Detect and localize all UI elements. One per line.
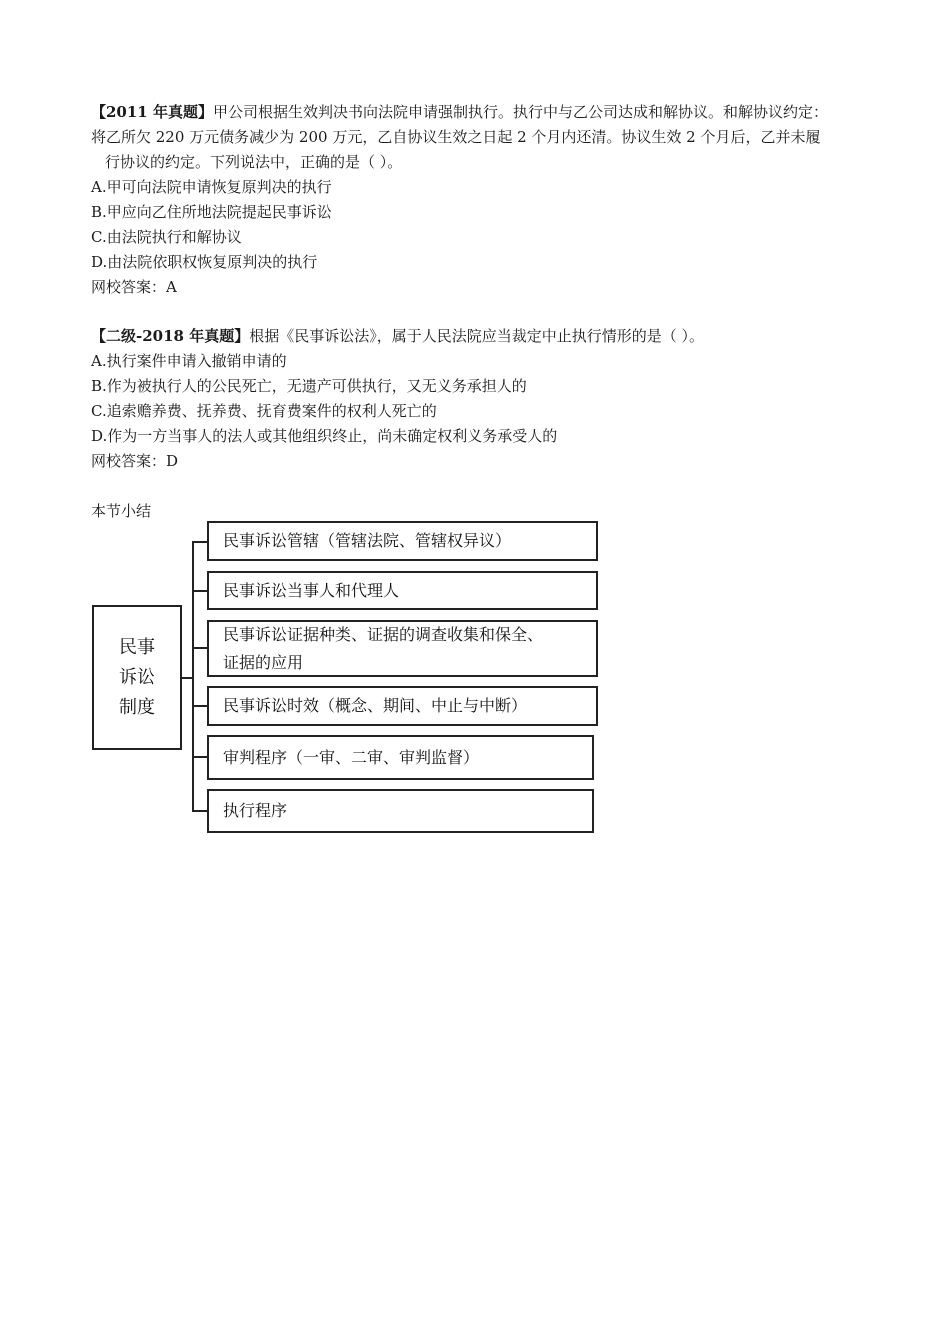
summary-title: 本节小结 (91, 502, 152, 520)
root-label-3: 制度 (119, 696, 155, 718)
branch-label: 证据的应用 (223, 652, 304, 672)
trunk-connector (192, 541, 194, 812)
q1-stem-2: 将乙所欠 220 万元债务减少为 200 万元，乙自协议生效之日起 2 个月内还清。协议生效 2 个月后，乙并未履 (91, 128, 821, 146)
root-label-2: 诉讼 (119, 666, 155, 688)
q1-option-a: A.甲可向法院申请恢复原判决的执行 (91, 178, 332, 196)
q2-stem-1: 根据《民事诉讼法》，属于人民法院应当裁定中止执行情形的是（ ）。 (249, 327, 704, 345)
branch-box-parties (207, 571, 598, 610)
q2-option-a: A.执行案件申请入撤销申请的 (91, 352, 287, 370)
branch-connector-2 (192, 590, 208, 592)
q2-answer: 网校答案：D (91, 452, 179, 470)
branch-label: 民事诉讼时效（概念、期间、中止与中断） (223, 696, 528, 715)
q1-option-c: C.由法院执行和解协议 (91, 228, 242, 246)
branch-label: 审判程序（一审、二审、审判监督） (223, 747, 480, 767)
branch-connector-5 (192, 756, 208, 758)
branch-label: 民事诉讼当事人和代理人 (223, 580, 400, 600)
q2-line-1 (91, 324, 704, 349)
q1-line-1 (91, 100, 828, 125)
q1-stem-1: 甲公司根据生效判决书向法院申请强制执行。执行中与乙公司达成和解协议。和解协议约定： (212, 103, 828, 121)
q1-option-b: B.甲应向乙住所地法院提起民事诉讼 (91, 203, 332, 221)
branch-label: 执行程序 (223, 801, 288, 820)
branch-box-enforcement (207, 789, 594, 833)
branch-box-evidence (207, 620, 598, 677)
q1-option-d: D.由法院依职权恢复原判决的执行 (91, 253, 318, 271)
branch-box-limitation (207, 686, 598, 726)
root-label-1: 民事 (119, 636, 155, 658)
branch-box-trial-procedure (207, 735, 594, 780)
branch-connector-6 (192, 810, 208, 812)
branch-label: 民事诉讼证据种类、证据的调查收集和保全、 (223, 624, 544, 644)
q2-tag: 【二级-2018 年真题】 (91, 327, 250, 345)
summary-root-box (92, 605, 182, 750)
q2-option-b: B.作为被执行人的公民死亡，无遗产可供执行，又无义务承担人的 (91, 377, 527, 395)
branch-connector-4 (192, 705, 208, 707)
q1-stem-3: 行协议的约定。下列说法中，正确的是（ ）。 (105, 153, 403, 171)
q1-answer: 网校答案：A (91, 278, 177, 296)
branch-label: 民事诉讼管辖（管辖法院、管辖权异议） (223, 531, 512, 550)
branch-box-jurisdiction (207, 521, 598, 561)
q2-option-c: C.追索赡养费、抚养费、抚育费案件的权利人死亡的 (91, 402, 437, 420)
branch-connector-1 (192, 541, 208, 543)
q1-tag: 【2011 年真题】 (91, 103, 213, 121)
q2-option-d: D.作为一方当事人的法人或其他组织终止，尚未确定权利义务承受人的 (91, 427, 558, 445)
branch-connector-3 (192, 647, 208, 649)
